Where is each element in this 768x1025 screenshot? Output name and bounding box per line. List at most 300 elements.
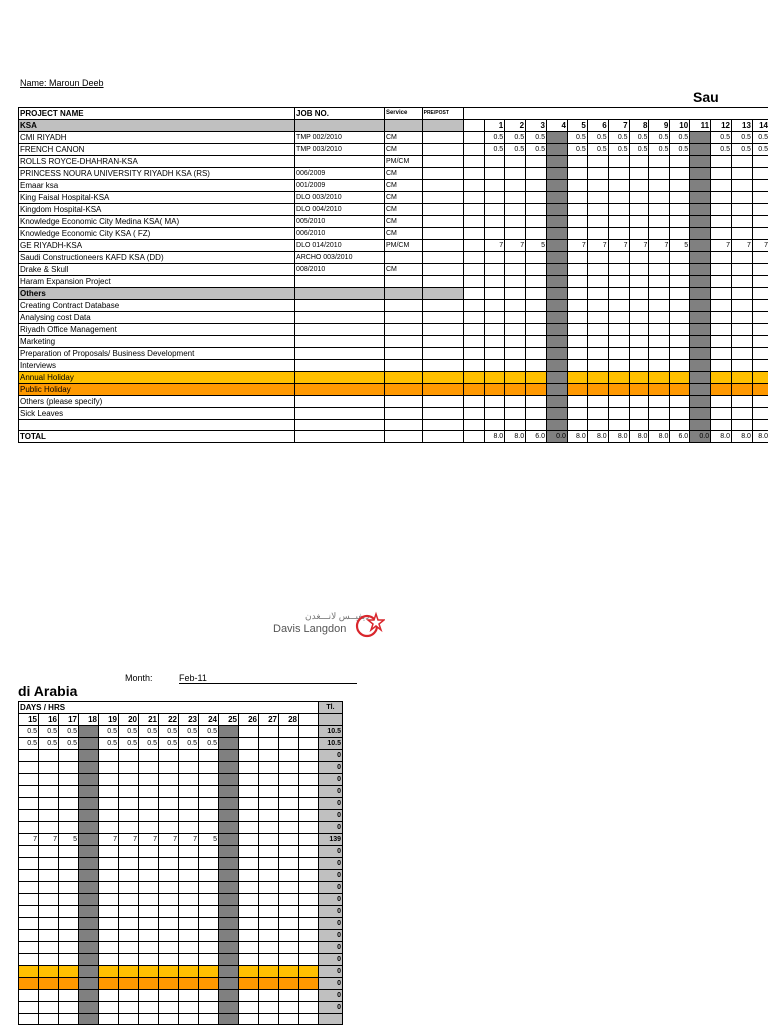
hours-cell[interactable] [79,726,99,738]
hours-cell[interactable] [547,336,568,348]
hours-cell[interactable] [526,312,547,324]
hours-cell[interactable] [219,822,239,834]
hours-cell[interactable] [139,1014,159,1025]
hours-cell[interactable] [732,276,753,288]
hours-cell[interactable] [711,372,732,384]
hours-cell[interactable]: 7 [649,240,670,252]
hours-cell[interactable] [752,384,768,396]
hours-cell[interactable] [752,300,768,312]
hours-cell[interactable] [79,1014,99,1025]
hours-cell[interactable] [690,180,711,192]
hours-cell[interactable]: 8.0 [505,431,526,443]
hours-cell[interactable] [279,774,299,786]
hours-cell[interactable]: 0.5 [19,726,39,738]
hours-cell[interactable] [259,774,279,786]
hours-cell[interactable] [79,930,99,942]
hours-cell[interactable] [505,288,526,300]
hours-cell[interactable]: 8.0 [732,431,753,443]
hours-cell[interactable] [159,870,179,882]
hours-cell[interactable]: 0.5 [179,738,199,750]
hours-cell[interactable] [239,774,259,786]
hours-cell[interactable] [259,1002,279,1014]
hours-cell[interactable] [690,336,711,348]
hours-cell[interactable] [649,324,670,336]
hours-cell[interactable] [159,942,179,954]
hours-cell[interactable] [259,786,279,798]
hours-cell[interactable]: 0.5 [19,738,39,750]
hours-cell[interactable]: 0.5 [629,132,649,144]
hours-cell[interactable]: 0.5 [99,738,119,750]
hours-cell[interactable] [139,810,159,822]
hours-cell[interactable]: 8.0 [608,431,629,443]
hours-cell[interactable] [279,918,299,930]
hours-cell[interactable] [179,750,199,762]
hours-cell[interactable]: 0.5 [670,144,690,156]
hours-cell[interactable] [19,810,39,822]
hours-cell[interactable] [119,894,139,906]
hours-cell[interactable] [629,360,649,372]
hours-cell[interactable] [752,348,768,360]
hours-cell[interactable] [199,990,219,1002]
hours-cell[interactable] [587,348,608,360]
hours-cell[interactable] [629,408,649,420]
hours-cell[interactable] [732,384,753,396]
hours-cell[interactable] [547,132,568,144]
hours-cell[interactable]: 7 [711,240,732,252]
hours-cell[interactable] [139,822,159,834]
hours-cell[interactable] [39,798,59,810]
hours-cell[interactable]: 8.0 [649,431,670,443]
hours-cell[interactable] [119,858,139,870]
hours-cell[interactable] [19,906,39,918]
hours-cell[interactable] [19,966,39,978]
hours-cell[interactable] [79,894,99,906]
hours-cell[interactable]: 0.5 [752,132,768,144]
hours-cell[interactable] [159,882,179,894]
hours-cell[interactable] [179,786,199,798]
hours-cell[interactable]: 0.5 [59,726,79,738]
hours-cell[interactable] [79,906,99,918]
hours-cell[interactable] [711,156,732,168]
hours-cell[interactable] [99,954,119,966]
hours-cell[interactable] [711,384,732,396]
hours-cell[interactable] [690,192,711,204]
hours-cell[interactable] [139,774,159,786]
hours-cell[interactable] [159,762,179,774]
hours-cell[interactable] [567,276,587,288]
hours-cell[interactable] [219,726,239,738]
hours-cell[interactable] [485,156,505,168]
hours-cell[interactable] [159,750,179,762]
hours-cell[interactable] [732,372,753,384]
hours-cell[interactable] [485,348,505,360]
hours-cell[interactable] [19,942,39,954]
hours-cell[interactable] [485,264,505,276]
hours-cell[interactable] [239,930,259,942]
hours-cell[interactable] [732,204,753,216]
hours-cell[interactable] [547,240,568,252]
hours-cell[interactable] [139,882,159,894]
hours-cell[interactable] [119,762,139,774]
hours-cell[interactable] [587,336,608,348]
hours-cell[interactable] [259,894,279,906]
hours-cell[interactable] [119,918,139,930]
hours-cell[interactable] [711,396,732,408]
hours-cell[interactable] [587,264,608,276]
hours-cell[interactable] [139,942,159,954]
hours-cell[interactable] [505,192,526,204]
hours-cell[interactable] [629,264,649,276]
hours-cell[interactable] [259,978,279,990]
hours-cell[interactable] [567,420,587,431]
hours-cell[interactable] [629,384,649,396]
hours-cell[interactable] [670,216,690,228]
hours-cell[interactable]: 0.5 [649,144,670,156]
hours-cell[interactable] [505,420,526,431]
hours-cell[interactable]: 0.5 [732,144,753,156]
hours-cell[interactable] [19,822,39,834]
hours-cell[interactable] [485,312,505,324]
hours-cell[interactable] [179,942,199,954]
hours-cell[interactable] [752,372,768,384]
hours-cell[interactable]: 0.5 [670,132,690,144]
hours-cell[interactable] [629,372,649,384]
hours-cell[interactable] [732,408,753,420]
hours-cell[interactable] [752,216,768,228]
hours-cell[interactable] [690,288,711,300]
hours-cell[interactable] [239,750,259,762]
hours-cell[interactable] [179,762,199,774]
hours-cell[interactable] [119,786,139,798]
hours-cell[interactable] [279,858,299,870]
hours-cell[interactable] [79,954,99,966]
hours-cell[interactable] [199,894,219,906]
hours-cell[interactable] [59,786,79,798]
hours-cell[interactable]: 0.5 [608,132,629,144]
hours-cell[interactable] [752,168,768,180]
hours-cell[interactable] [99,1014,119,1025]
hours-cell[interactable] [79,834,99,846]
hours-cell[interactable] [19,1002,39,1014]
hours-cell[interactable] [279,726,299,738]
hours-cell[interactable] [119,810,139,822]
hours-cell[interactable] [239,906,259,918]
hours-cell[interactable] [505,336,526,348]
hours-cell[interactable] [752,288,768,300]
hours-cell[interactable] [608,264,629,276]
hours-cell[interactable] [608,312,629,324]
hours-cell[interactable] [732,312,753,324]
hours-cell[interactable] [649,312,670,324]
hours-cell[interactable] [239,978,259,990]
hours-cell[interactable] [239,1014,259,1025]
hours-cell[interactable] [587,192,608,204]
hours-cell[interactable] [199,762,219,774]
hours-cell[interactable] [279,990,299,1002]
hours-cell[interactable] [547,288,568,300]
hours-cell[interactable] [59,870,79,882]
hours-cell[interactable]: 0.5 [99,726,119,738]
hours-cell[interactable] [649,420,670,431]
hours-cell[interactable] [59,810,79,822]
hours-cell[interactable] [732,228,753,240]
hours-cell[interactable] [179,810,199,822]
hours-cell[interactable] [119,1002,139,1014]
hours-cell[interactable] [119,906,139,918]
hours-cell[interactable] [19,978,39,990]
hours-cell[interactable] [608,216,629,228]
hours-cell[interactable] [690,372,711,384]
hours-cell[interactable] [39,774,59,786]
hours-cell[interactable] [119,798,139,810]
hours-cell[interactable] [219,894,239,906]
hours-cell[interactable] [79,846,99,858]
hours-cell[interactable] [199,906,219,918]
hours-cell[interactable]: 7 [179,834,199,846]
hours-cell[interactable] [629,228,649,240]
hours-cell[interactable] [179,1014,199,1025]
hours-cell[interactable] [732,216,753,228]
hours-cell[interactable] [19,798,39,810]
hours-cell[interactable] [59,954,79,966]
hours-cell[interactable] [485,168,505,180]
hours-cell[interactable] [39,1014,59,1025]
hours-cell[interactable] [690,384,711,396]
hours-cell[interactable] [505,252,526,264]
hours-cell[interactable] [179,978,199,990]
hours-cell[interactable] [79,990,99,1002]
hours-cell[interactable] [505,396,526,408]
hours-cell[interactable] [608,420,629,431]
hours-cell[interactable] [79,810,99,822]
hours-cell[interactable] [19,930,39,942]
hours-cell[interactable]: 7 [39,834,59,846]
hours-cell[interactable] [179,774,199,786]
hours-cell[interactable] [59,930,79,942]
hours-cell[interactable]: 7 [119,834,139,846]
hours-cell[interactable] [79,870,99,882]
hours-cell[interactable] [670,360,690,372]
hours-cell[interactable] [179,798,199,810]
hours-cell[interactable] [670,312,690,324]
hours-cell[interactable] [690,408,711,420]
hours-cell[interactable] [690,228,711,240]
hours-cell[interactable]: 0.5 [526,144,547,156]
hours-cell[interactable] [79,750,99,762]
hours-cell[interactable] [711,288,732,300]
hours-cell[interactable] [59,894,79,906]
hours-cell[interactable] [279,822,299,834]
hours-cell[interactable] [547,264,568,276]
hours-cell[interactable] [485,372,505,384]
hours-cell[interactable] [79,822,99,834]
hours-cell[interactable] [485,396,505,408]
hours-cell[interactable] [711,252,732,264]
hours-cell[interactable] [547,168,568,180]
hours-cell[interactable] [649,348,670,360]
hours-cell[interactable] [39,966,59,978]
hours-cell[interactable] [526,408,547,420]
hours-cell[interactable] [629,312,649,324]
hours-cell[interactable] [239,834,259,846]
hours-cell[interactable] [279,942,299,954]
hours-cell[interactable] [485,228,505,240]
hours-cell[interactable] [79,858,99,870]
hours-cell[interactable] [711,228,732,240]
hours-cell[interactable] [711,264,732,276]
hours-cell[interactable] [259,930,279,942]
hours-cell[interactable] [239,1002,259,1014]
hours-cell[interactable] [239,882,259,894]
hours-cell[interactable] [629,396,649,408]
hours-cell[interactable] [239,846,259,858]
hours-cell[interactable] [39,810,59,822]
hours-cell[interactable] [199,750,219,762]
hours-cell[interactable] [139,750,159,762]
hours-cell[interactable] [505,168,526,180]
hours-cell[interactable] [587,408,608,420]
hours-cell[interactable] [752,156,768,168]
hours-cell[interactable] [485,420,505,431]
hours-cell[interactable] [59,966,79,978]
hours-cell[interactable] [587,168,608,180]
hours-cell[interactable] [159,966,179,978]
hours-cell[interactable] [119,846,139,858]
hours-cell[interactable]: 0.5 [587,144,608,156]
hours-cell[interactable] [567,192,587,204]
hours-cell[interactable] [505,384,526,396]
hours-cell[interactable] [752,312,768,324]
hours-cell[interactable]: 8.0 [752,431,768,443]
hours-cell[interactable] [587,156,608,168]
hours-cell[interactable] [59,750,79,762]
hours-cell[interactable] [485,216,505,228]
hours-cell[interactable] [670,408,690,420]
hours-cell[interactable] [711,168,732,180]
hours-cell[interactable] [39,882,59,894]
hours-cell[interactable] [690,420,711,431]
hours-cell[interactable] [608,168,629,180]
hours-cell[interactable] [219,990,239,1002]
hours-cell[interactable] [670,396,690,408]
hours-cell[interactable] [485,180,505,192]
hours-cell[interactable] [99,846,119,858]
hours-cell[interactable] [670,300,690,312]
hours-cell[interactable]: 7 [752,240,768,252]
hours-cell[interactable] [608,336,629,348]
hours-cell[interactable] [608,396,629,408]
hours-cell[interactable] [690,240,711,252]
hours-cell[interactable] [587,180,608,192]
hours-cell[interactable] [526,276,547,288]
hours-cell[interactable] [239,822,259,834]
hours-cell[interactable] [485,288,505,300]
hours-cell[interactable] [19,954,39,966]
hours-cell[interactable] [199,1002,219,1014]
hours-cell[interactable] [670,336,690,348]
hours-cell[interactable]: 0.5 [567,132,587,144]
hours-cell[interactable] [608,288,629,300]
hours-cell[interactable] [547,396,568,408]
hours-cell[interactable] [649,396,670,408]
hours-cell[interactable] [139,798,159,810]
hours-cell[interactable] [79,978,99,990]
hours-cell[interactable] [179,990,199,1002]
hours-cell[interactable] [690,156,711,168]
hours-cell[interactable] [732,420,753,431]
hours-cell[interactable] [139,990,159,1002]
hours-cell[interactable] [99,990,119,1002]
hours-cell[interactable] [547,180,568,192]
hours-cell[interactable]: 0.5 [59,738,79,750]
hours-cell[interactable]: 7 [139,834,159,846]
hours-cell[interactable] [670,180,690,192]
hours-cell[interactable] [259,870,279,882]
hours-cell[interactable] [259,726,279,738]
hours-cell[interactable] [199,882,219,894]
hours-cell[interactable] [279,750,299,762]
hours-cell[interactable]: 8.0 [485,431,505,443]
hours-cell[interactable]: 0.5 [39,726,59,738]
hours-cell[interactable] [19,918,39,930]
hours-cell[interactable]: 8.0 [711,431,732,443]
hours-cell[interactable] [39,822,59,834]
hours-cell[interactable] [567,372,587,384]
hours-cell[interactable] [608,204,629,216]
hours-cell[interactable] [139,918,159,930]
hours-cell[interactable] [99,942,119,954]
hours-cell[interactable] [239,786,259,798]
hours-cell[interactable] [239,954,259,966]
hours-cell[interactable] [711,276,732,288]
hours-cell[interactable] [199,786,219,798]
hours-cell[interactable] [179,966,199,978]
hours-cell[interactable] [39,990,59,1002]
hours-cell[interactable] [199,978,219,990]
hours-cell[interactable] [59,990,79,1002]
hours-cell[interactable] [670,168,690,180]
hours-cell[interactable]: 0.5 [732,132,753,144]
hours-cell[interactable] [732,156,753,168]
hours-cell[interactable] [629,300,649,312]
hours-cell[interactable] [567,252,587,264]
hours-cell[interactable] [179,918,199,930]
hours-cell[interactable] [279,954,299,966]
hours-cell[interactable] [259,798,279,810]
hours-cell[interactable] [547,156,568,168]
hours-cell[interactable] [119,930,139,942]
hours-cell[interactable] [608,192,629,204]
hours-cell[interactable] [526,252,547,264]
hours-cell[interactable] [39,846,59,858]
hours-cell[interactable] [629,336,649,348]
hours-cell[interactable] [219,1002,239,1014]
hours-cell[interactable]: 0.5 [505,132,526,144]
hours-cell[interactable] [547,324,568,336]
hours-cell[interactable] [59,1002,79,1014]
hours-cell[interactable]: 0.5 [485,144,505,156]
hours-cell[interactable]: 7 [485,240,505,252]
hours-cell[interactable] [279,738,299,750]
hours-cell[interactable] [485,384,505,396]
hours-cell[interactable] [732,360,753,372]
hours-cell[interactable] [99,774,119,786]
hours-cell[interactable] [219,834,239,846]
hours-cell[interactable] [59,822,79,834]
hours-cell[interactable] [179,870,199,882]
hours-cell[interactable] [179,858,199,870]
hours-cell[interactable] [670,384,690,396]
